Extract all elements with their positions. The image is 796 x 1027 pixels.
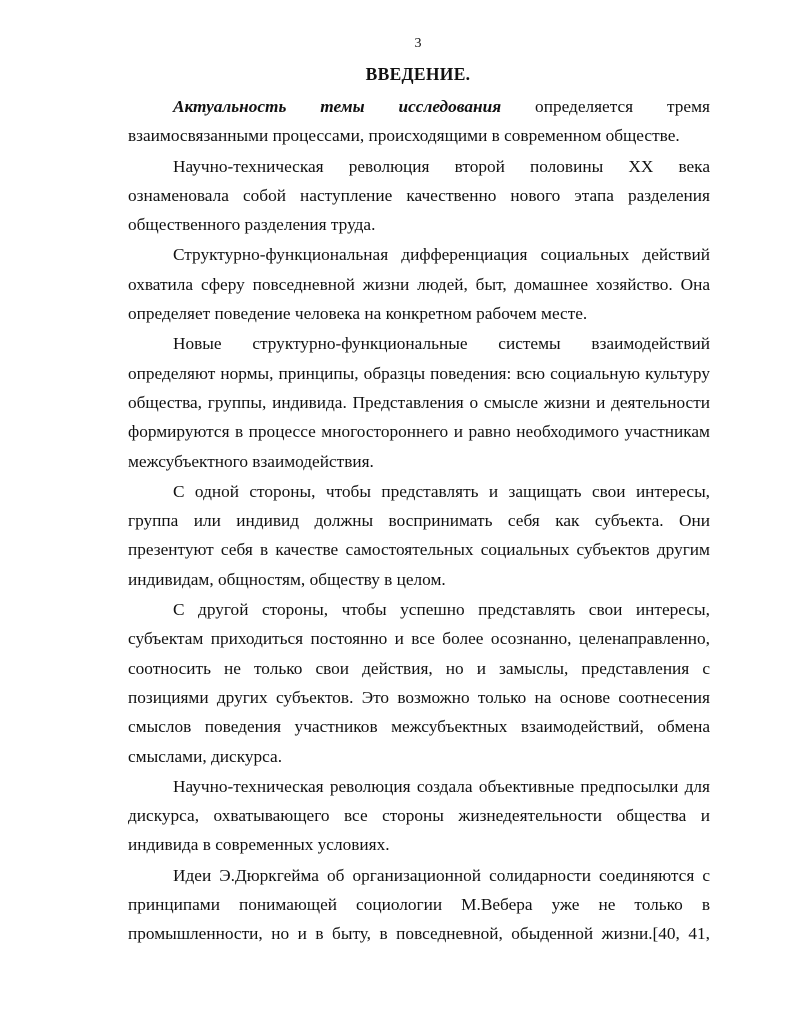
paragraph-text: определяется тремя взаимосвязанными процессами, происходящими в современном обществе. [128,97,710,146]
paragraph: Структурно-функциональная дифференциация социальных действий охватила сферу повседневной жизни людей, быт, домашнее хозяйство. Она определяет поведение человека на конкретном рабочем месте. [128,245,710,324]
page-number: 3 [414,36,422,51]
paragraph: С другой стороны, чтобы успешно представлять свои интересы, субъектам приходиться постоянно и все более осознанно, целенаправленно, соотносить не только свои действия, но и замыслы, представления с позициями других субъектов. Это возможно только на основе соотнесения смыслов поведения участников межсубъектных взаимодействий, обмена смыслами, дискурса. [128,600,710,766]
paragraph: Идеи Э.Дюркгейма об организационной солидарности соединяются с принципами понимающей социологии М.Вебера уже не только в промышленности, но и в быту, в повседневной, обыденной жизни.[40, 41, [128,865,710,944]
paragraph: Научно-техническая революция создала объективные предпосылки для дискурса, охватывающего все стороны жизнедеятельности общества и индивида в современных условиях. [128,776,710,855]
paragraph: Научно-техническая революция второй половины XX века ознаменовала собой наступление качественно нового этапа разделения общественного разделения труда. [128,156,710,235]
paragraph: Новые структурно-функциональные системы взаимодействий определяют нормы, принципы, образцы поведения: всю социальную культуру общества, группы, индивида. Представления о смысле жизни и деятельности формируются в процессе многостороннего и равно необходимого участникам межсубъектного взаимодействия. [128,334,710,471]
document-body [128,92,710,949]
paragraph-relevance [128,92,710,151]
page-title: ВВЕДЕНИЕ. [365,64,471,84]
paragraph: С одной стороны, чтобы представлять и защищать свои интересы, группа или индивид должны воспринимать себя как субъекта. Они презентуют себя в качестве самостоятельных социальных субъектов другим индивидам, общностям, обществу в целом. [128,481,710,589]
relevance-lead: Актуальность темы исследования [173,97,502,116]
